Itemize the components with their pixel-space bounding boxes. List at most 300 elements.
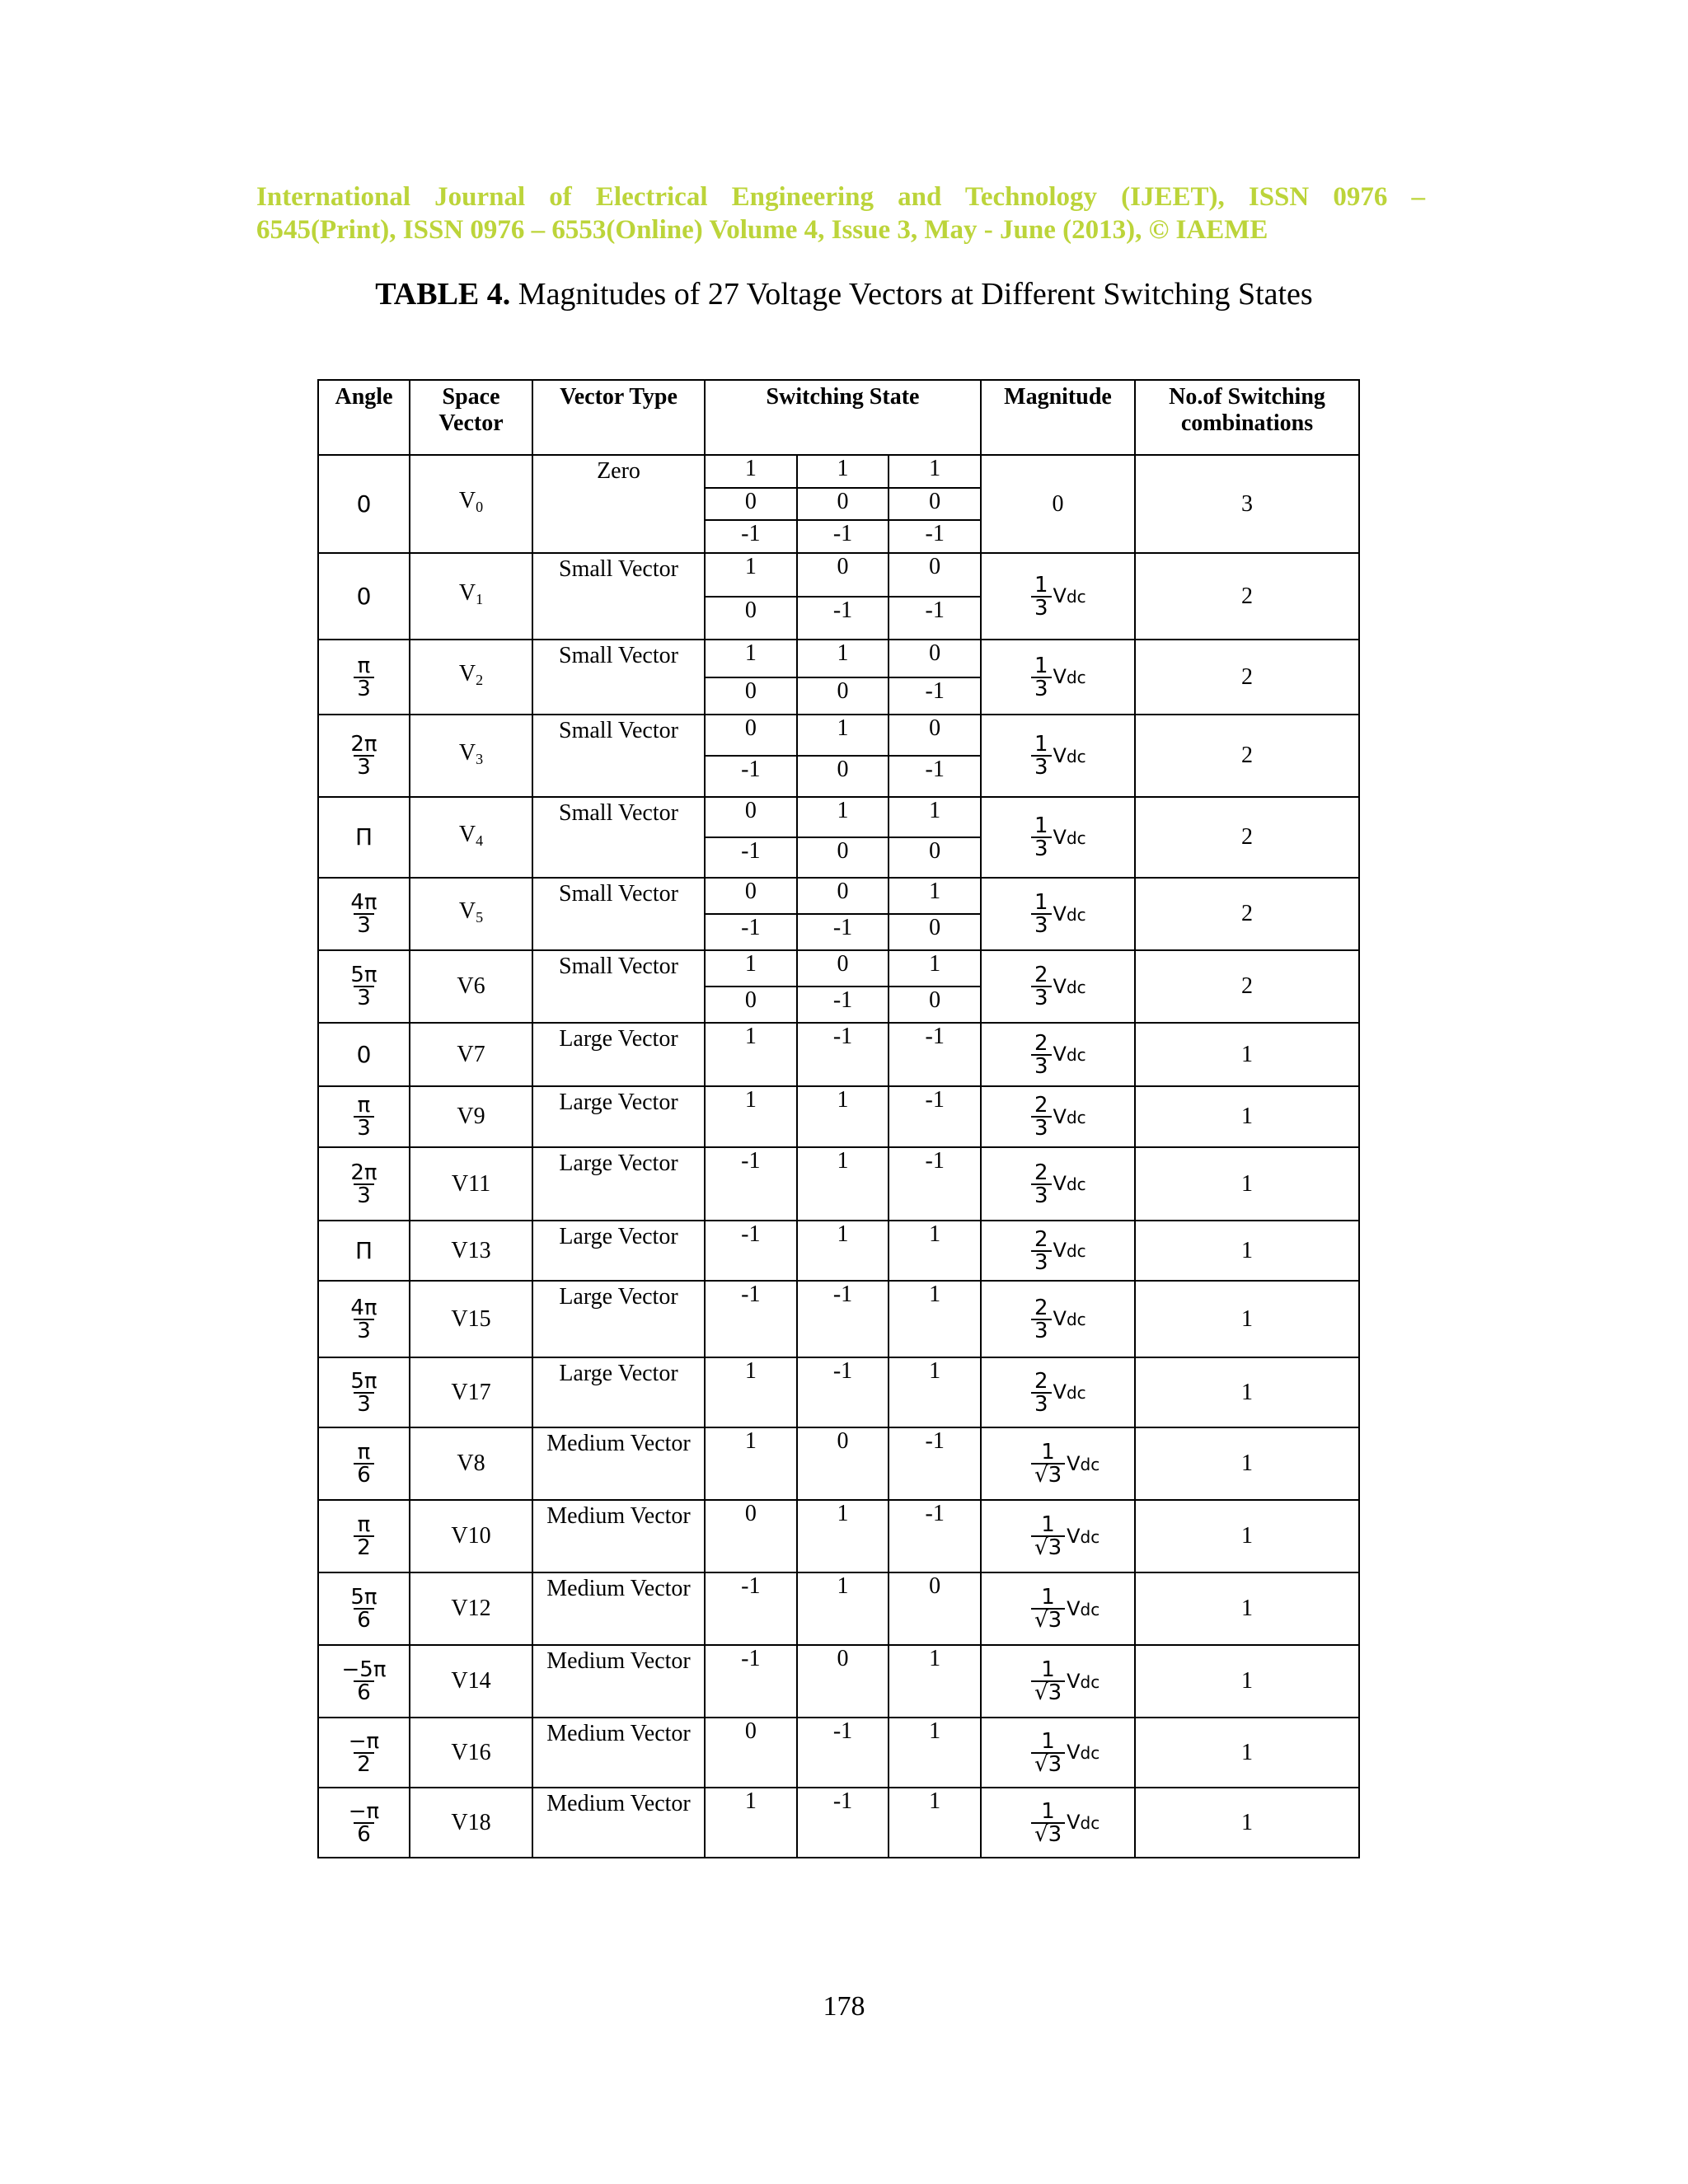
vector-type-cell: [532, 455, 705, 553]
magnitude-unit: [1053, 1379, 1086, 1406]
magnitude-unit-symbol: V: [1053, 1104, 1067, 1128]
vector-type-cell: [532, 1788, 705, 1858]
space-vector-subscript: 2: [476, 672, 484, 688]
angle-denominator: 2: [354, 1752, 374, 1775]
magnitude-denominator: √3: [1031, 1535, 1065, 1558]
combinations-cell: [1135, 1023, 1359, 1086]
switching-state-cell: [705, 1500, 981, 1572]
magnitude-cell: [981, 1645, 1135, 1718]
space-vector-cell: [410, 553, 532, 640]
magnitude-denominator: 3: [1031, 837, 1052, 860]
vector-type-text: Large Vector: [559, 1026, 678, 1052]
magnitude-unit-subscript: dc: [1080, 1671, 1100, 1692]
space-vector-name: V12: [451, 1596, 491, 1621]
magnitude-expression: [982, 964, 1134, 1009]
combinations-value: 1: [1241, 1305, 1253, 1332]
space-vector-cell: [410, 1718, 532, 1788]
angle-fraction: [347, 1162, 380, 1207]
space-vector-subscript: 5: [476, 908, 484, 926]
magnitude-fraction: [1031, 655, 1052, 700]
angle-fraction: [354, 1514, 374, 1558]
space-vector-cell: [410, 1086, 532, 1147]
combinations-value: 1: [1241, 1041, 1253, 1067]
magnitude-expression: [982, 1586, 1134, 1631]
magnitude-denominator: 3: [1031, 913, 1052, 936]
magnitude-unit-subscript: dc: [1066, 1174, 1086, 1194]
combinations-cell: [1135, 1500, 1359, 1572]
magnitude-unit-symbol: V: [1053, 825, 1067, 849]
magnitude-unit-subscript: dc: [1066, 668, 1086, 687]
magnitude-fraction: [1031, 1798, 1065, 1847]
switching-state-value: 1: [744, 951, 757, 977]
space-vector-cell: [410, 1281, 532, 1357]
table-row: [318, 1788, 1359, 1858]
magnitude-unit-symbol: V: [1053, 902, 1067, 926]
angle-denominator: 3: [354, 986, 374, 1009]
space-vector-cell: [410, 1147, 532, 1221]
switching-state-grid: [706, 879, 980, 949]
switching-state-value: -1: [741, 757, 761, 782]
switching-state-value: -1: [888, 1087, 980, 1146]
vector-type-cell: [532, 878, 705, 950]
magnitude-cell: [981, 1788, 1135, 1858]
switching-state-cell: [705, 1147, 981, 1221]
magnitude-numerator: 2: [1034, 963, 1048, 987]
space-vector-cell: [410, 1788, 532, 1858]
switching-state-value: -1: [741, 1148, 761, 1174]
switching-state-value: 0: [888, 640, 980, 677]
space-vector-name: V: [458, 580, 476, 606]
space-vector-name: V: [458, 661, 476, 687]
angle-fraction: [347, 1368, 380, 1417]
angle-numerator: −5π: [341, 1657, 387, 1682]
switching-state-row: [706, 1087, 980, 1146]
switching-state-value: 0: [744, 1718, 757, 1744]
angle-cell: [318, 1788, 410, 1858]
combinations-value: 2: [1241, 663, 1253, 690]
combinations-cell: [1135, 715, 1359, 797]
vector-type-cell: [532, 1357, 705, 1427]
switching-state-value: -1: [796, 987, 889, 1022]
vector-type-text: Medium Vector: [546, 1503, 691, 1529]
table-row: [318, 950, 1359, 1023]
magnitude-denominator: √3: [1031, 1752, 1065, 1775]
angle-numerator: 4π: [350, 890, 377, 915]
magnitude-numerator: 1: [1034, 732, 1048, 757]
angle-fraction: [347, 964, 380, 1009]
vector-type-text: Small Vector: [559, 718, 678, 743]
switching-state-cell: [705, 797, 981, 878]
switching-state-value: 0: [888, 715, 980, 755]
journal-header-line2: 6545(Print), ISSN 0976 – 6553(Online) Volume 4, Issue 3, May - June (2013), © IAEME: [256, 215, 1268, 245]
angle-cell: [318, 1572, 410, 1645]
magnitude-expression: [982, 1441, 1134, 1486]
switching-state-row: [706, 1358, 980, 1427]
magnitude-cell: [981, 1427, 1135, 1500]
magnitude-expression: [982, 1094, 1134, 1139]
combinations-cell: [1135, 1572, 1359, 1645]
vector-type-text: Medium Vector: [546, 1721, 691, 1746]
angle-cell: [318, 455, 410, 553]
header-vector-type: Vector Type: [532, 380, 705, 455]
magnitude-fraction: [1031, 1514, 1065, 1558]
vector-type-text: Large Vector: [559, 1090, 678, 1115]
magnitude-denominator: 3: [1031, 1116, 1052, 1139]
angle-value: 0: [356, 1040, 372, 1068]
magnitude-cell: [981, 1221, 1135, 1281]
angle-fraction: [347, 1586, 380, 1631]
switching-state-value: 0: [888, 987, 980, 1022]
switching-state-cell: [705, 1281, 981, 1357]
combinations-value: 1: [1241, 1596, 1253, 1621]
angle-numerator: 4π: [350, 1295, 377, 1320]
angle-value: 0: [356, 582, 372, 610]
angle-denominator: 6: [354, 1463, 374, 1486]
magnitude-value: 0: [1052, 490, 1064, 517]
table-row: [318, 455, 1359, 553]
switching-state-cell: [705, 455, 981, 553]
switching-state-value: -1: [796, 598, 889, 640]
switching-state-value: -1: [741, 1646, 761, 1671]
switching-state-value: -1: [741, 1221, 761, 1247]
magnitude-cell: [981, 950, 1135, 1023]
switching-state-value: -1: [796, 1282, 889, 1357]
space-vector-name: V16: [451, 1739, 491, 1765]
combinations-cell: [1135, 1147, 1359, 1221]
space-vector-name: V: [458, 898, 476, 924]
angle-cell: [318, 797, 410, 878]
magnitude-fraction: [1031, 733, 1052, 778]
magnitude-numerator: 1: [1034, 813, 1048, 838]
space-vector-name: V18: [451, 1809, 491, 1835]
journal-header-line1: International Journal of Electrical Engineering and Technology (IJEET), ISSN 0976 –: [256, 182, 1425, 212]
combinations-cell: [1135, 1357, 1359, 1427]
switching-state-value: -1: [796, 1358, 889, 1427]
magnitude-numerator: 2: [1034, 1030, 1048, 1056]
magnitude-cell: [981, 878, 1135, 950]
vector-type-text: Small Vector: [559, 643, 678, 668]
magnitude-cell: [981, 1357, 1135, 1427]
space-vector-subscript: 3: [476, 750, 484, 767]
magnitude-unit-subscript: dc: [1080, 1454, 1100, 1474]
switching-state-grid: [706, 715, 980, 796]
switching-state-cell: [705, 1086, 981, 1147]
switching-state-value: 1: [888, 1788, 980, 1857]
switching-state-grid: [706, 456, 980, 552]
magnitude-unit-symbol: V: [1053, 665, 1067, 688]
switching-state-grid: [706, 951, 980, 1022]
angle-numerator: π: [357, 653, 371, 678]
switching-state-grid: [706, 1087, 980, 1146]
space-vector-name: V10: [451, 1523, 491, 1549]
magnitude-numerator: 2: [1034, 1368, 1048, 1394]
switching-state-row: [706, 715, 980, 755]
combinations-cell: [1135, 797, 1359, 878]
switching-state-grid: [706, 1282, 980, 1357]
angle-fraction: [339, 1659, 390, 1704]
switching-state-value: 1: [796, 1573, 889, 1644]
angle-value: 0: [356, 490, 372, 518]
table-row: [318, 1645, 1359, 1718]
magnitude-numerator: 1: [1041, 1657, 1055, 1682]
magnitude-numerator: 1: [1041, 1512, 1055, 1537]
switching-state-value: -1: [888, 678, 980, 715]
magnitude-unit: [1053, 1237, 1086, 1264]
magnitude-denominator: √3: [1031, 1680, 1065, 1704]
magnitude-numerator: 1: [1034, 653, 1048, 678]
angle-fraction: [354, 655, 374, 700]
magnitude-fraction: [1031, 1297, 1052, 1342]
switching-state-value: 1: [744, 456, 757, 481]
switching-state-row: [706, 1718, 980, 1787]
magnitude-unit-symbol: V: [1053, 1172, 1067, 1195]
switching-state-value: -1: [888, 1148, 980, 1220]
combinations-value: 2: [1241, 973, 1253, 999]
switching-state-grid: [706, 1428, 980, 1499]
combinations-cell: [1135, 1645, 1359, 1718]
switching-state-value: 1: [796, 1501, 889, 1572]
switching-state-cell: [705, 640, 981, 715]
table-caption-label: TABLE 4.: [375, 277, 511, 312]
combinations-value: 2: [1241, 743, 1253, 768]
space-vector-name: V7: [457, 1041, 485, 1067]
angle-fraction: [354, 1441, 374, 1486]
magnitude-numerator: 2: [1034, 1295, 1048, 1320]
combinations-value: 2: [1241, 583, 1253, 609]
vector-type-cell: [532, 1645, 705, 1718]
switching-state-value: 0: [888, 838, 980, 877]
angle-cell: [318, 1086, 410, 1147]
magnitude-denominator: 3: [1031, 1319, 1052, 1342]
magnitude-cell: [981, 715, 1135, 797]
vector-type-cell: [532, 640, 705, 715]
magnitude-expression: [982, 1728, 1134, 1777]
switching-state-row: [706, 1282, 980, 1357]
switching-state-value: -1: [888, 1428, 980, 1499]
magnitude-unit: [1067, 1809, 1100, 1836]
magnitude-unit-symbol: V: [1053, 1380, 1067, 1404]
angle-cell: [318, 1427, 410, 1500]
switching-state-value: 0: [888, 554, 980, 596]
space-vector-subscript: 1: [476, 591, 484, 607]
magnitude-fraction: [1031, 1226, 1052, 1275]
magnitude-unit-symbol: V: [1053, 584, 1067, 607]
magnitude-numerator: 1: [1041, 1440, 1055, 1465]
magnitude-unit: [1067, 1451, 1100, 1478]
switching-state-value: 1: [888, 879, 980, 913]
magnitude-unit-subscript: dc: [1066, 1310, 1086, 1329]
magnitude-cell: [981, 1572, 1135, 1645]
switching-state-value: 1: [888, 798, 980, 837]
magnitude-expression: [982, 733, 1134, 778]
magnitude-numerator: 2: [1034, 1093, 1048, 1118]
angle-cell: [318, 1500, 410, 1572]
magnitude-unit: [1053, 824, 1086, 851]
page-number: 178: [823, 1991, 865, 2022]
switching-state-value: -1: [888, 1024, 980, 1085]
switching-state-grid: [706, 798, 980, 877]
magnitude-cell: [981, 1086, 1135, 1147]
switching-state-row: [706, 1221, 980, 1280]
switching-state-value: 1: [796, 798, 889, 837]
switching-state-value: 1: [888, 1221, 980, 1280]
angle-numerator: 5π: [350, 1585, 377, 1610]
table-row: [318, 1147, 1359, 1221]
voltage-vector-table: [317, 379, 1360, 1858]
combinations-cell: [1135, 1427, 1359, 1500]
switching-state-value: 0: [796, 879, 889, 913]
space-vector-cell: [410, 1221, 532, 1281]
magnitude-fraction: [1031, 1162, 1052, 1207]
vector-type-text: Small Vector: [559, 800, 678, 826]
magnitude-numerator: 2: [1034, 1160, 1048, 1185]
switching-state-value: 1: [744, 554, 757, 579]
switching-state-row: [706, 677, 980, 715]
angle-denominator: 3: [354, 1392, 374, 1415]
magnitude-unit-subscript: dc: [1066, 904, 1086, 925]
switching-state-row: [706, 913, 980, 949]
table-row: [318, 1357, 1359, 1427]
space-vector-cell: [410, 878, 532, 950]
magnitude-fraction: [1031, 1728, 1065, 1777]
switching-state-value: -1: [888, 521, 980, 552]
combinations-value: 1: [1241, 1739, 1253, 1765]
space-vector-name: V: [458, 739, 476, 766]
magnitude-expression: [982, 815, 1134, 860]
vector-type-text: Large Vector: [559, 1224, 678, 1249]
magnitude-denominator: 3: [1031, 677, 1052, 700]
angle-numerator: 2π: [350, 732, 377, 757]
switching-state-cell: [705, 1357, 981, 1427]
switching-state-row: [706, 596, 980, 640]
magnitude-expression: [982, 1030, 1134, 1079]
space-vector-name: V: [458, 821, 476, 847]
vector-type-text: Small Vector: [559, 954, 678, 979]
angle-cell: [318, 950, 410, 1023]
magnitude-unit: [1067, 1596, 1100, 1623]
switching-state-value: 1: [744, 1358, 757, 1384]
switching-state-value: -1: [741, 1573, 761, 1599]
switching-state-value: 0: [888, 915, 980, 949]
space-vector-cell: [410, 797, 532, 878]
angle-denominator: 3: [354, 1319, 374, 1342]
switching-state-value: 1: [744, 1428, 757, 1454]
magnitude-expression: [982, 1226, 1134, 1275]
switching-state-row: [706, 798, 980, 837]
switching-state-cell: [705, 1221, 981, 1281]
combinations-cell: [1135, 1281, 1359, 1357]
vector-type-cell: [532, 1500, 705, 1572]
angle-denominator: 6: [354, 1608, 374, 1631]
magnitude-denominator: 3: [1031, 1054, 1052, 1077]
combinations-value: 1: [1241, 1379, 1253, 1405]
journal-header: [256, 180, 1425, 246]
switching-state-row: [706, 640, 980, 677]
switching-state-value: 0: [744, 488, 757, 514]
magnitude-cell: [981, 1500, 1135, 1572]
switching-state-row: [706, 554, 980, 596]
switching-state-grid: [706, 1221, 980, 1280]
magnitude-fraction: [1031, 1441, 1065, 1486]
space-vector-cell: [410, 1500, 532, 1572]
table-row: [318, 1023, 1359, 1086]
space-vector-cell: [410, 1357, 532, 1427]
magnitude-unit-subscript: dc: [1066, 827, 1086, 848]
switching-state-grid: [706, 1573, 980, 1644]
vector-type-text: Small Vector: [559, 556, 678, 582]
magnitude-unit: [1053, 1170, 1086, 1197]
magnitude-fraction: [1031, 1094, 1052, 1139]
magnitude-cell: [981, 1718, 1135, 1788]
space-vector-cell: [410, 1572, 532, 1645]
angle-cell: [318, 878, 410, 950]
switching-state-value: 0: [796, 951, 889, 986]
angle-denominator: 3: [354, 1183, 374, 1207]
angle-denominator: 3: [354, 1116, 374, 1139]
space-vector-name: V13: [451, 1237, 491, 1263]
angle-fraction: [347, 892, 380, 936]
header-magnitude: Magnitude: [981, 380, 1135, 455]
header-combinations: No.of Switching combinations: [1135, 380, 1359, 455]
angle-value: Π: [354, 1236, 373, 1264]
magnitude-unit: [1053, 1104, 1086, 1131]
angle-cell: [318, 1147, 410, 1221]
space-vector-cell: [410, 1427, 532, 1500]
angle-numerator: −π: [348, 1798, 380, 1824]
switching-state-cell: [705, 1788, 981, 1858]
vector-type-text: Large Vector: [559, 1151, 678, 1176]
angle-numerator: π: [357, 1093, 371, 1118]
switching-state-grid: [706, 640, 980, 714]
combinations-cell: [1135, 1718, 1359, 1788]
switching-state-value: 1: [888, 456, 980, 487]
combinations-cell: [1135, 950, 1359, 1023]
switching-state-row: [706, 879, 980, 913]
angle-denominator: 3: [354, 755, 374, 778]
space-vector-name: V15: [451, 1305, 491, 1332]
switching-state-grid: [706, 1148, 980, 1220]
switching-state-value: 0: [888, 489, 980, 520]
switching-state-cell: [705, 878, 981, 950]
magnitude-unit-symbol: V: [1067, 1811, 1081, 1834]
space-vector-name: V14: [451, 1668, 491, 1694]
switching-state-grid: [706, 1358, 980, 1427]
angle-fraction: [347, 733, 380, 778]
combinations-value: 2: [1241, 901, 1253, 926]
switching-state-value: -1: [796, 1024, 889, 1085]
angle-numerator: 5π: [350, 1368, 377, 1394]
switching-state-cell: [705, 553, 981, 640]
switching-state-value: 1: [796, 1148, 889, 1220]
magnitude-expression: [982, 655, 1134, 700]
switching-state-grid: [706, 1501, 980, 1572]
table-row: [318, 1281, 1359, 1357]
magnitude-unit: [1053, 1041, 1086, 1068]
magnitude-unit: [1053, 973, 1086, 1001]
angle-cell: [318, 1357, 410, 1427]
header-switching-state: Switching State: [705, 380, 981, 455]
vector-type-text: Medium Vector: [546, 1576, 691, 1601]
magnitude-unit-symbol: V: [1053, 1239, 1067, 1262]
angle-cell: [318, 1023, 410, 1086]
magnitude-numerator: 2: [1034, 1226, 1048, 1252]
magnitude-unit-symbol: V: [1053, 743, 1067, 767]
magnitude-cell: [981, 553, 1135, 640]
switching-state-value: -1: [796, 521, 889, 552]
switching-state-grid: [706, 1024, 980, 1085]
vector-type-text: Medium Vector: [546, 1791, 691, 1816]
magnitude-unit: [1053, 901, 1086, 928]
